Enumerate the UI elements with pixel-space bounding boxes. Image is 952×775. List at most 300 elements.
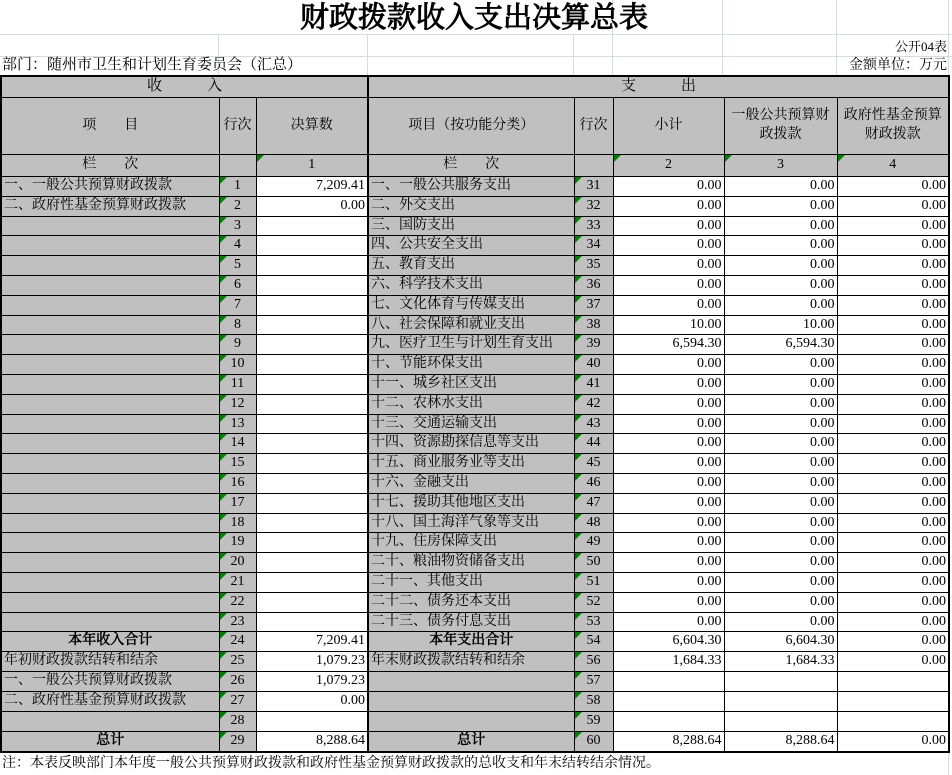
- expense-fund-value: 0.00: [921, 376, 946, 392]
- income-item-cell: [1, 652, 219, 672]
- income-value-cell: [256, 672, 368, 692]
- expense-general-cell: [724, 652, 837, 672]
- error-indicator-icon: [575, 434, 582, 441]
- income-amount-header: 决算数: [256, 98, 368, 155]
- error-indicator-icon: [575, 256, 582, 263]
- expense-subtotal-cell: [613, 256, 724, 276]
- expense-general-value: 0.00: [810, 197, 835, 213]
- error-indicator-icon: [575, 732, 582, 739]
- expense-general-value: 0.00: [810, 277, 835, 293]
- expense-fund-value: 0.00: [921, 197, 946, 213]
- expense-line-cell: [574, 256, 613, 276]
- gridline: [573, 34, 574, 75]
- income-value: 7,209.41: [316, 178, 365, 194]
- income-line-cell: [219, 216, 256, 236]
- income-value-cell: [256, 592, 368, 612]
- expense-line-header: 行次: [574, 98, 613, 155]
- expense-fund-value: 0.00: [921, 237, 946, 253]
- expense-line-number: 31: [586, 178, 601, 194]
- expense-fund-value: 0.00: [921, 277, 946, 293]
- table-row: [1, 196, 949, 216]
- table-row: [1, 513, 949, 533]
- expense-line-cell: [574, 454, 613, 474]
- column-index-row: [1, 155, 949, 177]
- expense-item-cell: [368, 454, 574, 474]
- income-item-cell: [1, 473, 219, 493]
- error-indicator-icon: [575, 276, 582, 283]
- expense-general-cell: [724, 513, 837, 533]
- income-line-number: 4: [234, 237, 241, 253]
- expense-subtotal-cell: [613, 236, 724, 256]
- error-indicator-icon: [575, 335, 582, 342]
- expense-subtotal-value: 6,594.30: [672, 336, 722, 352]
- income-value-cell: [256, 612, 368, 632]
- expense-general-value: 0.00: [810, 554, 835, 570]
- column-number: 4: [889, 157, 897, 173]
- income-item-cell: [1, 434, 219, 454]
- error-indicator-icon: [220, 672, 227, 679]
- column-header-row: [1, 98, 949, 155]
- expense-subtotal-value: 0.00: [697, 296, 722, 312]
- error-indicator-icon: [725, 155, 732, 162]
- income-value-cell: [256, 732, 368, 752]
- expense-line-number: 47: [586, 494, 601, 510]
- expense-subtotal-cell: [613, 533, 724, 553]
- income-line-number: 5: [234, 257, 241, 273]
- income-item-label: 二、政府性基金预算财政拨款: [4, 197, 186, 213]
- table-row: [1, 295, 949, 315]
- error-indicator-icon: [220, 712, 227, 719]
- income-item-cell: [1, 275, 219, 295]
- expense-fund-value: 0.00: [921, 217, 946, 233]
- expense-fund-cell: [837, 553, 949, 573]
- expense-line-cell: [574, 394, 613, 414]
- table-row: [1, 177, 949, 197]
- expense-subtotal-cell: [613, 275, 724, 295]
- income-section-header: 收 入: [1, 76, 368, 98]
- expense-line-cell: [574, 414, 613, 434]
- expense-item-label: 十二、农林水支出: [371, 395, 483, 411]
- expense-general-value: 0.00: [810, 514, 835, 530]
- expense-line-cell: [574, 592, 613, 612]
- table-row: [1, 632, 949, 652]
- income-item-label: 年初财政拨款结转和结余: [4, 653, 158, 669]
- income-line-cell: [219, 553, 256, 573]
- expense-fund-cell: [837, 572, 949, 592]
- expense-fund-value: 0.00: [921, 554, 946, 570]
- expense-item-label: 十八、国土海洋气象等支出: [371, 514, 539, 530]
- expense-line-number: 49: [586, 534, 601, 550]
- expense-line-number: 37: [586, 296, 601, 312]
- expense-subtotal-value: 0.00: [697, 277, 722, 293]
- error-indicator-icon: [575, 474, 582, 481]
- expense-general-value: 0.00: [810, 178, 835, 194]
- expense-fund-value: 0.00: [921, 415, 946, 431]
- expense-general-value: 0.00: [810, 573, 835, 589]
- expense-subtotal-value: 6,604.30: [672, 633, 722, 649]
- income-line-cell: [219, 592, 256, 612]
- expense-general-cell: [724, 355, 837, 375]
- expense-general-cell: [724, 275, 837, 295]
- expense-subtotal-cell: [613, 434, 724, 454]
- expense-line-number: 50: [586, 554, 601, 570]
- column-number-cell: [837, 155, 949, 177]
- expense-line-number: 43: [586, 415, 601, 431]
- income-item-cell: [1, 256, 219, 276]
- income-item-cell: [1, 493, 219, 513]
- expense-subtotal-value: 0.00: [697, 217, 722, 233]
- expense-line-cell: [574, 553, 613, 573]
- expense-fund-value: 0.00: [921, 633, 946, 649]
- income-line-cell: [219, 196, 256, 216]
- expense-subtotal-cell: [613, 473, 724, 493]
- expense-line-cell: [574, 652, 613, 672]
- column-number: 2: [665, 157, 672, 173]
- error-indicator-icon: [575, 672, 582, 679]
- error-indicator-icon: [220, 494, 227, 501]
- expense-section-header: 支 出: [368, 76, 949, 98]
- expense-fund-cell: [837, 216, 949, 236]
- income-line-cell: [219, 177, 256, 197]
- expense-line-number: 46: [586, 475, 601, 490]
- expense-fund-cell: [837, 394, 949, 414]
- expense-line-cell: [574, 672, 613, 692]
- expense-general-value: 1,684.33: [785, 653, 835, 669]
- expense-line-cell: [574, 692, 613, 712]
- income-line-number: 21: [230, 573, 245, 589]
- income-item-label: 本年收入合计: [68, 633, 153, 649]
- expense-line-number: 36: [586, 277, 601, 293]
- income-value-cell: [256, 256, 368, 276]
- income-value-cell: [256, 177, 368, 197]
- income-line-cell: [219, 513, 256, 533]
- income-line-number: 12: [230, 395, 245, 411]
- expense-subtotal-cell: [613, 632, 724, 652]
- expense-subtotal-value: 0.00: [697, 455, 722, 471]
- expense-fund-value: 0.00: [921, 593, 946, 609]
- income-line-number: 22: [230, 593, 245, 609]
- expense-fund-value: 0.00: [921, 336, 946, 352]
- expense-item-cell: [368, 473, 574, 493]
- income-value: 8,288.64: [316, 733, 365, 749]
- expense-subtotal-value: 10.00: [690, 316, 722, 332]
- income-value-cell: [256, 473, 368, 493]
- income-value: 1,079.23: [316, 673, 365, 689]
- income-line-cell: [219, 572, 256, 592]
- expense-subtotal-cell: [613, 335, 724, 355]
- expense-general-cell: [724, 454, 837, 474]
- expense-general-cell: [724, 632, 837, 652]
- expense-subtotal-value: 0.00: [697, 415, 722, 431]
- expense-fund-value: 0.00: [921, 653, 946, 669]
- expense-general-value: 0.00: [810, 376, 835, 392]
- expense-general-cell: [724, 177, 837, 197]
- income-item-cell: [1, 732, 219, 752]
- expense-line-number: 57: [586, 673, 601, 689]
- expense-item-header: 项目（按功能分类）: [368, 98, 574, 155]
- income-value: 0.00: [340, 693, 365, 709]
- gridline: [367, 34, 368, 75]
- expense-general-value: 0.00: [810, 395, 835, 411]
- expense-subtotal-value: 0.00: [697, 534, 722, 550]
- income-line-number: 23: [230, 613, 245, 629]
- expense-general-cell: [724, 315, 837, 335]
- expense-fund-value: 0.00: [921, 316, 946, 332]
- expense-item-label: 三、国防支出: [371, 217, 455, 233]
- error-indicator-icon: [575, 454, 582, 461]
- expense-fund-value: 0.00: [921, 257, 946, 273]
- expense-fund-value: 0.00: [921, 613, 946, 629]
- income-line-number: 29: [230, 733, 245, 749]
- expense-line-cell: [574, 275, 613, 295]
- expense-fund-cell: [837, 374, 949, 394]
- expense-item-cell: [368, 315, 574, 335]
- expense-line-number: 48: [586, 514, 601, 530]
- income-line-cell: [219, 434, 256, 454]
- income-item-cell: [1, 295, 219, 315]
- expense-item-label: 四、公共安全支出: [371, 237, 483, 253]
- expense-subtotal-cell: [613, 712, 724, 732]
- expense-fund-cell: [837, 712, 949, 732]
- expense-item-cell: [368, 513, 574, 533]
- income-item-cell: [1, 533, 219, 553]
- expense-fund-cell: [837, 732, 949, 752]
- income-item-header: 项 目: [1, 98, 219, 155]
- expense-subtotal-value: 0.00: [697, 435, 722, 451]
- error-indicator-icon: [575, 375, 582, 382]
- error-indicator-icon: [575, 652, 582, 659]
- expense-fund-cell: [837, 652, 949, 672]
- income-item-cell: [1, 394, 219, 414]
- expense-fund-cell: [837, 592, 949, 612]
- income-line-index-cell: [219, 155, 256, 177]
- expense-line-number: 33: [586, 217, 601, 233]
- income-value: 0.00: [340, 197, 365, 213]
- expense-item-label: 八、社会保障和就业支出: [371, 316, 525, 332]
- table-row: [1, 236, 949, 256]
- expense-item-label: 六、科学技术支出: [371, 277, 483, 293]
- table-row: [1, 652, 949, 672]
- expense-line-cell: [574, 236, 613, 256]
- expense-fund-header: 政府性基金预算财政拨款: [837, 98, 949, 155]
- expense-fund-value: 0.00: [921, 733, 946, 749]
- income-line-cell: [219, 493, 256, 513]
- expense-fund-value: 0.00: [921, 455, 946, 471]
- expense-general-cell: [724, 414, 837, 434]
- expense-fund-cell: [837, 434, 949, 454]
- expense-line-number: 40: [586, 356, 601, 372]
- expense-line-number: 56: [586, 653, 601, 669]
- income-item-cell: [1, 177, 219, 197]
- expense-general-cell: [724, 572, 837, 592]
- expense-subtotal-cell: [613, 612, 724, 632]
- error-indicator-icon: [220, 454, 227, 461]
- expense-line-number: 44: [586, 435, 601, 451]
- expense-fund-value: 0.00: [921, 435, 946, 451]
- expense-subtotal-value: 0.00: [697, 475, 722, 490]
- income-item-cell: [1, 454, 219, 474]
- table-row: [1, 592, 949, 612]
- income-value-cell: [256, 632, 368, 652]
- income-value-cell: [256, 414, 368, 434]
- expense-fund-cell: [837, 632, 949, 652]
- expense-general-cell: [724, 236, 837, 256]
- expense-item-label: 二十一、其他支出: [371, 573, 483, 589]
- error-indicator-icon: [575, 613, 582, 620]
- expense-line-cell: [574, 632, 613, 652]
- expense-subtotal-cell: [613, 196, 724, 216]
- expense-line-cell: [574, 315, 613, 335]
- table-row: [1, 256, 949, 276]
- expense-line-cell: [574, 732, 613, 752]
- expense-fund-value: 0.00: [921, 514, 946, 530]
- expense-subtotal-cell: [613, 295, 724, 315]
- budget-table: [0, 75, 950, 753]
- expense-item-cell: [368, 592, 574, 612]
- income-line-number: 7: [234, 296, 241, 312]
- expense-line-cell: [574, 177, 613, 197]
- expense-subtotal-cell: [613, 177, 724, 197]
- expense-general-value: 6,594.30: [785, 336, 835, 352]
- expense-subtotal-value: 0.00: [697, 178, 722, 194]
- expense-line-cell: [574, 493, 613, 513]
- expense-fund-cell: [837, 513, 949, 533]
- income-value-cell: [256, 513, 368, 533]
- error-indicator-icon: [220, 553, 227, 560]
- expense-item-cell: [368, 732, 574, 752]
- expense-fund-cell: [837, 672, 949, 692]
- expense-item-cell: [368, 275, 574, 295]
- expense-subtotal-value: 0.00: [697, 257, 722, 273]
- error-indicator-icon: [575, 296, 582, 303]
- table-row: [1, 572, 949, 592]
- expense-item-cell: [368, 295, 574, 315]
- error-indicator-icon: [220, 434, 227, 441]
- error-indicator-icon: [838, 155, 845, 162]
- income-value-cell: [256, 652, 368, 672]
- income-line-cell: [219, 732, 256, 752]
- expense-general-value: 0.00: [810, 494, 835, 510]
- table-row: [1, 533, 949, 553]
- income-line-cell: [219, 236, 256, 256]
- expense-item-cell: [368, 335, 574, 355]
- column-number: 1: [308, 157, 316, 173]
- income-value-cell: [256, 394, 368, 414]
- expense-fund-value: 0.00: [921, 573, 946, 589]
- expense-item-label: 十、节能环保支出: [371, 356, 483, 372]
- expense-item-cell: [368, 692, 574, 712]
- expense-subtotal-cell: [613, 374, 724, 394]
- income-line-cell: [219, 315, 256, 335]
- expense-fund-value: 0.00: [921, 534, 946, 550]
- error-indicator-icon: [575, 712, 582, 719]
- expense-general-value: 0.00: [810, 296, 835, 312]
- expense-line-cell: [574, 533, 613, 553]
- error-indicator-icon: [575, 197, 582, 204]
- income-value-cell: [256, 553, 368, 573]
- income-line-header: 行次: [219, 98, 256, 155]
- error-indicator-icon: [220, 256, 227, 263]
- expense-subtotal-cell: [613, 315, 724, 335]
- expense-item-cell: [368, 236, 574, 256]
- expense-item-cell: [368, 374, 574, 394]
- income-value-cell: [256, 692, 368, 712]
- income-line-number: 14: [230, 435, 245, 451]
- table-row: [1, 275, 949, 295]
- expense-general-value: 10.00: [803, 316, 835, 332]
- error-indicator-icon: [575, 553, 582, 560]
- expense-line-number: 52: [586, 593, 601, 609]
- income-line-number: 25: [230, 653, 245, 669]
- income-line-number: 3: [234, 217, 241, 233]
- expense-item-label: 一、一般公共服务支出: [371, 178, 511, 194]
- expense-item-cell: [368, 394, 574, 414]
- error-indicator-icon: [220, 415, 227, 422]
- income-value-cell: [256, 374, 368, 394]
- expense-subtotal-value: 0.00: [697, 613, 722, 629]
- expense-subtotal-value: 1,684.33: [672, 653, 722, 669]
- expense-subtotal-value: 0.00: [697, 376, 722, 392]
- table-row: [1, 394, 949, 414]
- column-number-cell: [724, 155, 837, 177]
- table-row: [1, 216, 949, 236]
- expense-subtotal-cell: [613, 672, 724, 692]
- expense-general-value: 0.00: [810, 475, 835, 490]
- expense-line-number: 35: [586, 257, 601, 273]
- expense-item-cell: [368, 612, 574, 632]
- expense-subtotal-cell: [613, 692, 724, 712]
- expense-item-cell: [368, 572, 574, 592]
- income-line-cell: [219, 692, 256, 712]
- expense-fund-cell: [837, 533, 949, 553]
- expense-fund-cell: [837, 315, 949, 335]
- column-index-income-label: 栏 次: [1, 155, 219, 177]
- expense-item-cell: [368, 216, 574, 236]
- expense-general-value: 0.00: [810, 217, 835, 233]
- income-line-number: 10: [230, 356, 245, 372]
- expense-subtotal-value: 0.00: [697, 494, 722, 510]
- table-row: [1, 454, 949, 474]
- income-line-number: 16: [230, 475, 245, 490]
- expense-line-number: 51: [586, 573, 601, 589]
- expense-general-cell: [724, 473, 837, 493]
- expense-general-value: 0.00: [810, 356, 835, 372]
- expense-general-value: 0.00: [810, 455, 835, 471]
- expense-general-cell: [724, 335, 837, 355]
- expense-fund-value: 0.00: [921, 494, 946, 510]
- income-line-cell: [219, 632, 256, 652]
- error-indicator-icon: [220, 474, 227, 481]
- column-number-cell: [613, 155, 724, 177]
- expense-line-cell: [574, 513, 613, 533]
- income-item-cell: [1, 414, 219, 434]
- expense-item-cell: [368, 177, 574, 197]
- expense-item-label: 十七、援助其他地区支出: [371, 494, 525, 510]
- income-value-cell: [256, 216, 368, 236]
- expense-general-value: 0.00: [810, 534, 835, 550]
- expense-line-number: 41: [586, 376, 601, 392]
- income-item-cell: [1, 712, 219, 732]
- income-line-number: 19: [230, 534, 245, 550]
- expense-fund-cell: [837, 612, 949, 632]
- income-item-cell: [1, 572, 219, 592]
- expense-fund-cell: [837, 692, 949, 712]
- expense-subtotal-cell: [613, 732, 724, 752]
- expense-item-cell: [368, 652, 574, 672]
- expense-general-value: 0.00: [810, 237, 835, 253]
- income-item-cell: [1, 632, 219, 652]
- income-item-cell: [1, 216, 219, 236]
